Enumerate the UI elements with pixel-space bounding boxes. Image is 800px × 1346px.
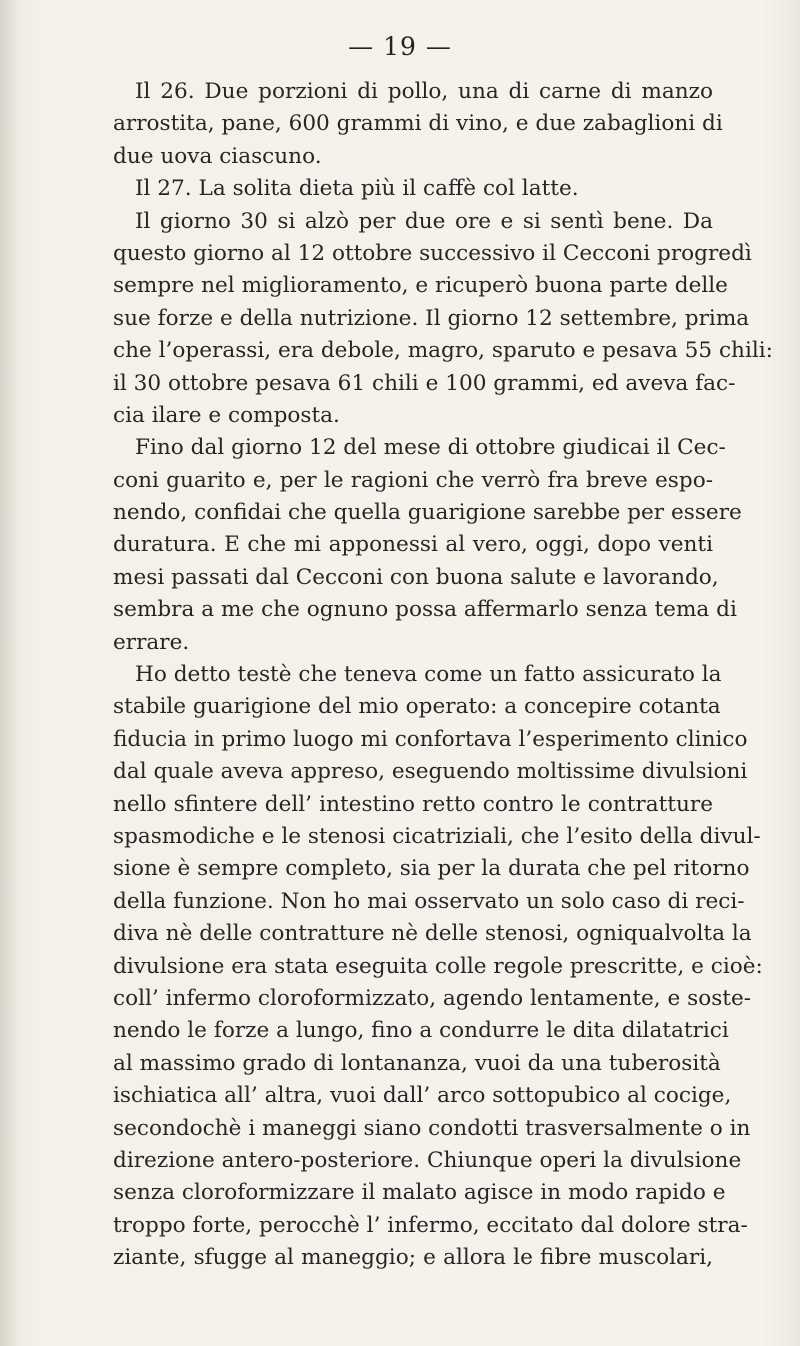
text-line: spasmodiche e le stenosi cicatriziali, che l’esito della divul-	[113, 823, 761, 849]
text-line: sempre nel miglioramento, e ricuperò buona parte delle	[113, 273, 728, 299]
text-line: senza cloroformizzare il malato agisce in modo rapido e	[113, 1180, 726, 1206]
text-line: direzione antero-posteriore. Chiunque operi la divulsione	[113, 1147, 742, 1173]
text-line: Il giorno 30 si alzò per due ore e si sentì bene. Da	[135, 208, 713, 234]
text-line: Il 26. Due porzioni di pollo, una di carne di manzo	[135, 79, 713, 104]
text-line: ischiatica all’ altra, vuoi dall’ arco sottopubico al cocige,	[113, 1083, 732, 1109]
text-line: coll’ infermo cloroformizzato, agendo lentamente, e soste-	[113, 985, 752, 1011]
text-line: due uova ciascuno.	[113, 143, 322, 169]
text-line: secondochè i maneggi siano condotti trasversalmente o in	[113, 1115, 751, 1141]
text-line: dal quale aveva appreso, eseguendo moltissime divulsioni	[113, 759, 748, 785]
text-line: cia ilare e composta.	[113, 402, 340, 428]
text-line: sembra a me che ognuno possa affermarlo senza tema di	[113, 597, 737, 623]
text-line: troppo forte, perocchè l’ infermo, eccitato dal dolore stra-	[113, 1212, 748, 1238]
text-line: questo giorno al 12 ottobre successivo il Cecconi progredì	[113, 240, 752, 266]
text-line: coni guarito e, per le ragioni che verrò fra breve espo-	[113, 467, 713, 493]
text-line: sione è sempre completo, sia per la durata che pel ritorno	[113, 856, 750, 882]
text-line: Il 27. La solita dieta più il caffè col latte.	[135, 176, 579, 202]
text-line: della funzione. Non ho mai osservato un solo caso di reci-	[113, 888, 745, 914]
page-gutter-shadow	[0, 0, 18, 1346]
text-line: ziante, sfugge al maneggio; e allora le fibre muscolari,	[113, 1245, 713, 1271]
text-line: fiducia in primo luogo mi confortava l’esperimento clinico	[113, 726, 748, 752]
text-line: stabile guarigione del mio operato: a concepire cotanta	[113, 694, 721, 720]
body-text	[113, 76, 773, 1274]
text-line: nendo, confidai che quella guarigione sarebbe per essere	[113, 500, 742, 526]
text-line: nendo le forze a lungo, fino a condurre le dita dilatatrici	[113, 1018, 729, 1044]
text-line: Ho detto testè che teneva come un fatto assicurato la	[135, 662, 722, 688]
text-line: duratura. E che mi apponessi al vero, oggi, dopo venti	[113, 532, 713, 558]
text-line: mesi passati dal Cecconi con buona salute e lavorando,	[113, 564, 719, 590]
page-number: — 19 —	[348, 32, 452, 61]
text-line: nello sfintere dell’ intestino retto contro le contratture	[113, 791, 713, 817]
text-line: Fino dal giorno 12 del mese di ottobre giudicai il Cec-	[135, 435, 726, 461]
text-line: sue forze e della nutrizione. Il giorno 12 settembre, prima	[113, 305, 750, 331]
text-line: errare.	[113, 629, 190, 655]
text-line: divulsione era stata eseguita colle regole prescritte, e cioè:	[113, 953, 763, 979]
text-line: il 30 ottobre pesava 61 chili e 100 grammi, ed aveva fac-	[113, 370, 736, 396]
text-line: al massimo grado di lontananza, vuoi da una tuberosità	[113, 1050, 721, 1076]
text-line: arrostita, pane, 600 grammi di vino, e due zabaglioni di	[113, 111, 723, 137]
text-line: diva nè delle contratture nè delle stenosi, ogniqualvolta la	[113, 921, 752, 947]
text-line: che l’operassi, era debole, magro, sparuto e pesava 55 chili:	[113, 338, 773, 364]
